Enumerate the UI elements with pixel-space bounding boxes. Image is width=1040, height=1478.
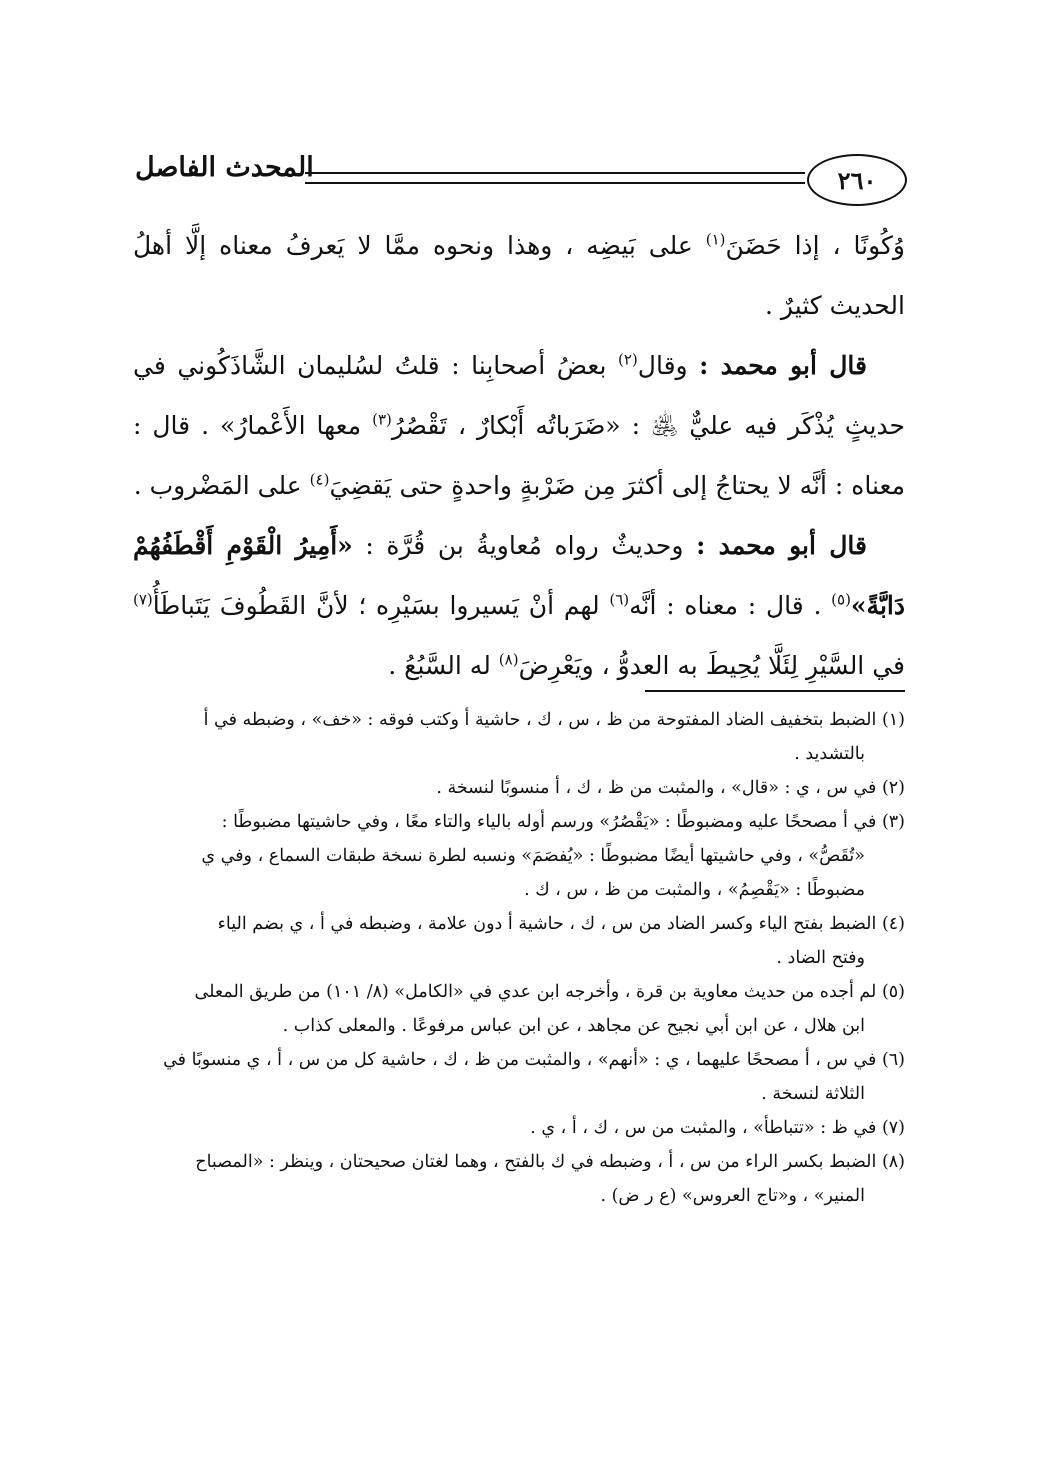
footnote-number: (٧) <box>881 1118 905 1138</box>
p2-text-d: على المَضْروب . <box>133 471 310 500</box>
footnote-marker-5[interactable]: (٥) <box>831 590 851 609</box>
p2-text-b: بعضُ أصحابِنا : قلتُ لسُليمان الشَّاذَكُوني في حديثٍ يُذْكَر فيه عليٌّ ﵁ : «ضَرَباتُه أَبْكارٌ ، تَقْصُرُ <box>133 351 905 440</box>
footnote-number: (٨) <box>881 1152 905 1172</box>
footnote-2 <box>133 771 905 805</box>
footnote-line: في أ مصححًا عليه ومضبوطًا : «يَقْصُرُ» ورسم أوله بالياء والتاء معًا ، وفي حاشيتها مضبوطًا : <box>221 812 877 832</box>
footnote-line: مضبوطًا : «يَقْصِمُ» ، والمثبت من ظ ، س ، ك . <box>524 880 865 900</box>
footnotes-section <box>133 703 905 1213</box>
footnote-number: (٣) <box>881 812 905 832</box>
p3-text-e: له السَّبُعُ . <box>388 651 499 680</box>
footnote-6 <box>133 1043 905 1077</box>
footnote-3 <box>133 805 905 839</box>
footnote-line: الضبط بتخفيف الضاد المفتوحة من ظ ، س ، ك ، حاشية أ وكتب فوقه : «خف» ، وضبطه في أ <box>203 710 877 730</box>
paragraph-2 <box>133 336 905 516</box>
header-double-rule <box>305 172 805 184</box>
footnote-separator <box>645 690 905 692</box>
footnote-number: (٤) <box>881 914 905 934</box>
footnote-marker-1[interactable]: (١) <box>705 230 726 249</box>
footnote-1 <box>133 703 905 737</box>
page-number-badge <box>807 154 907 206</box>
footnote-number: (١) <box>881 710 905 730</box>
p2-text-a: وقال <box>637 351 700 380</box>
paragraph-1 <box>133 216 905 336</box>
hadith-quote: «أَمِيرُ الْقَوْمِ أَقْطَفُهُمْ دَابَّةً» <box>133 531 905 620</box>
footnote-5-cont <box>133 1009 905 1043</box>
footnote-line: الثلاثة لنسخة . <box>761 1084 865 1104</box>
footnote-8 <box>133 1145 905 1179</box>
page-header <box>135 150 907 212</box>
footnote-marker-3[interactable]: (٣) <box>372 410 392 429</box>
footnote-marker-7[interactable]: (٧) <box>133 590 153 609</box>
p3-lead: قال أبو محمد : <box>696 531 867 560</box>
footnote-4 <box>133 907 905 941</box>
footnote-line: «تُقَصُّ» ، وفي حاشيتها أيضًا مضبوطًا : «يُفصَمَ» ونسبه لطرة نسخة طبقات السماع ، وفي ي <box>201 846 865 866</box>
p3-text-d: في السَّيْرِ لِئَلَّا يُحِيطَ به العدوُّ ، ويَعْرِضَ <box>518 651 905 680</box>
p2-text-c: معها الأَعْمارُ» . قال : معناه : أنَّه لا يحتاجُ إلى أكثرَ مِن ضَرْبةٍ واحدةٍ حتى يَقضِيَ <box>133 411 905 500</box>
footnote-line: ابن هلال ، عن ابن أبي نجيح عن مجاهد ، عن ابن عباس مرفوعًا . والمعلى كذاب . <box>282 1016 865 1036</box>
footnote-3-cont <box>133 839 905 873</box>
footnote-marker-8[interactable]: (٨) <box>498 650 519 669</box>
p3-text-b: . قال : معناه : أنَّه <box>629 591 832 620</box>
book-title: المحدث الفاصل <box>135 152 314 183</box>
footnote-line: الضبط بفتح الياء وكسر الضاد من س ، ك ، حاشية أ دون علامة ، وضبطه في أ ، ي بضم الياء <box>217 914 877 934</box>
p1-text-b: على بَيضِه ، وهذا ونحوه ممَّا لا يَعرفُ معناه إلَّا أهلُ الحديث كثيرٌ . <box>133 231 905 320</box>
footnote-8-cont <box>133 1179 905 1213</box>
paragraph-3 <box>133 516 905 696</box>
footnote-line: الضبط بكسر الراء من س ، أ ، وضبطه في ك بالفتح ، وهما لغتان صحيحتان ، وينظر : «المصباح <box>195 1152 877 1172</box>
p2-lead: قال أبو محمد : <box>699 351 867 380</box>
footnote-line: لم أجده من حديث معاوية بن قرة ، وأخرجه ابن عدي في «الكامل» (٨/ ١٠١) من طريق المعلى <box>194 982 877 1002</box>
footnote-6-cont <box>133 1077 905 1111</box>
footnote-number: (٥) <box>881 982 905 1002</box>
footnote-line: المنير» ، و«تاج العروس» (ع ر ض) . <box>600 1186 865 1206</box>
page-number: ٢٦٠ <box>837 165 877 195</box>
footnote-line: بالتشديد . <box>794 744 865 764</box>
footnote-line: في ظ : «تتباطأ» ، والمثبت من س ، ك ، أ ، ي . <box>530 1118 877 1138</box>
footnote-line: في س ، ي : «قال» ، والمثبت من ظ ، ك ، أ منسوبًا لنسخة . <box>436 778 877 798</box>
footnote-marker-2[interactable]: (٢) <box>618 350 638 369</box>
footnote-7 <box>133 1111 905 1145</box>
footnote-marker-4[interactable]: (٤) <box>309 470 330 489</box>
p3-text-c: لهم أنْ يَسيروا بسَيْرِه ؛ لأنَّ القَطُوفَ يَتَباطَأُ <box>152 591 610 620</box>
main-text <box>133 216 905 696</box>
footnote-marker-6[interactable]: (٦) <box>609 590 630 609</box>
footnote-line: وفتح الضاد . <box>776 948 865 968</box>
footnote-1-cont <box>133 737 905 771</box>
footnote-4-cont <box>133 941 905 975</box>
p3-text-a: وحديثٌ رواه مُعاويةُ بن قُرَّة : <box>352 531 697 560</box>
footnote-number: (٦) <box>881 1050 905 1070</box>
footnote-5 <box>133 975 905 1009</box>
p1-text: وُكُونًا ، إذا حَضَنَ <box>725 231 905 260</box>
footnote-line: في س ، أ مصححًا عليهما ، ي : «أنهم» ، والمثبت من ظ ، ك ، حاشية كل من س ، أ ، ي منسوبًا في <box>163 1050 877 1070</box>
footnote-number: (٢) <box>881 778 905 798</box>
footnote-3-cont <box>133 873 905 907</box>
